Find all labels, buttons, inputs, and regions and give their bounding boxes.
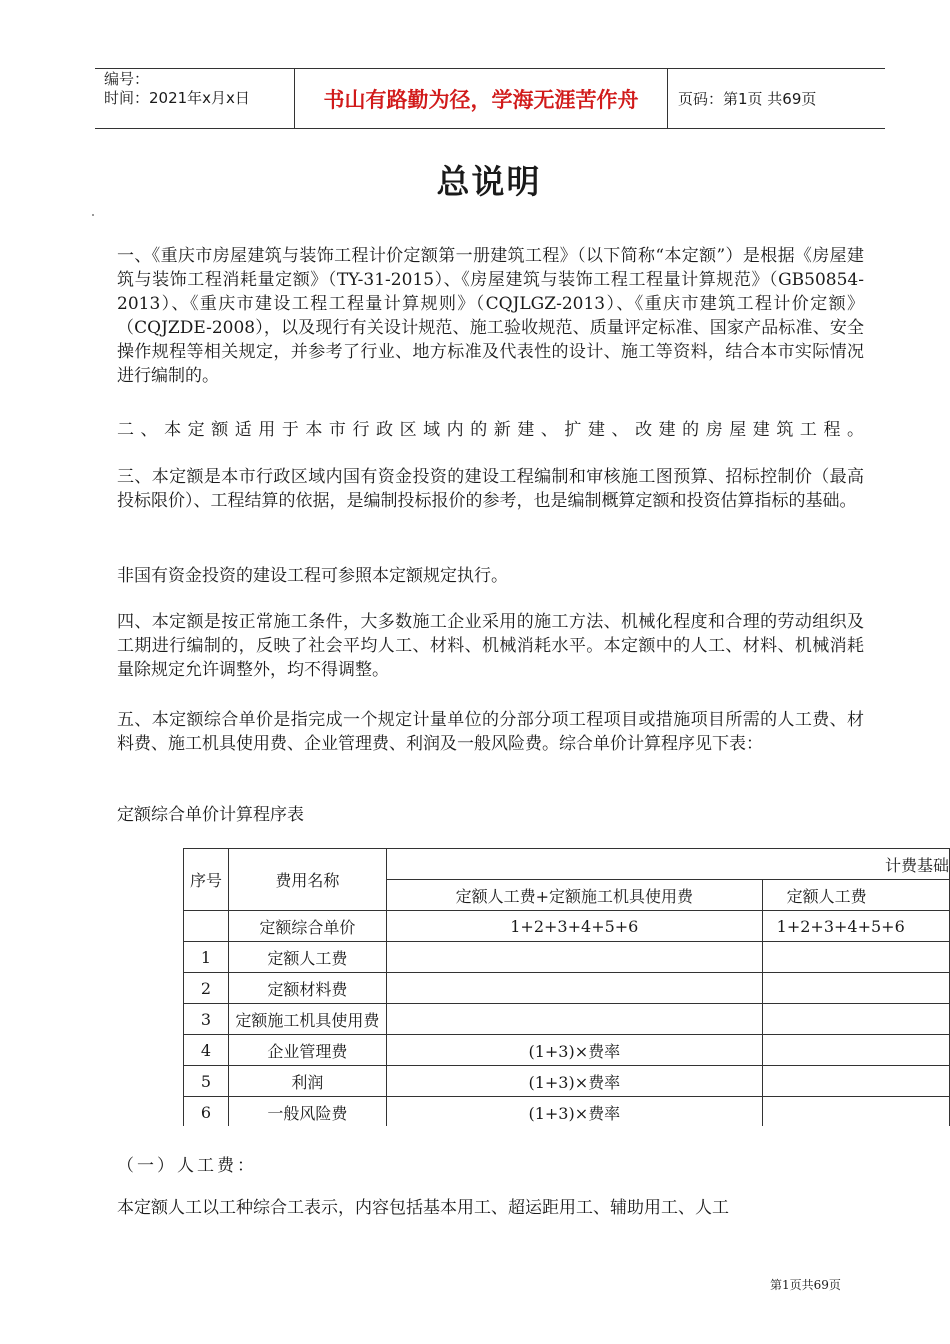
paragraph-5: 五、本定额综合单价是指完成一个规定计量单位的分部分项工程项目或措施项目所需的人工费、材料费、施工机具使用费、企业管理费、利润及一般风险费。综合单价计算程序见下表： bbox=[117, 710, 864, 754]
table-row bbox=[184, 1066, 950, 1097]
table-cell-v2: 1+2+3+4+5+6 bbox=[762, 911, 949, 942]
paragraph-1: 一、《重庆市房屋建筑与装饰工程计价定额第一册建筑工程》（以下简称“本定额”）是根据《房屋建筑与装饰工程消耗量定额》（TY-31-2015）、《房屋建筑与装饰工程工程量计算规范》（GB50854-2013）、《重庆市建设工程工程量计算规则》（CQJLGZ-2013）、《重庆市建筑工程计价定额》（CQJZDE-2008），以及现行有关设计规范、施工验收规范、质量评定标准、国家产品标准、安全操作规程等相关规定，并参考了行业、地方标准及代表性的设计、施工等资料，结合本市实际情况进行编制的。 bbox=[117, 246, 864, 386]
header-motto: 书山有路勤为径，学海无涯苦作舟 bbox=[323, 88, 639, 112]
page-title: 总说明 bbox=[436, 162, 542, 201]
header-divider bbox=[294, 68, 295, 128]
header-cell-sub1: 定额人工费+定额施工机具使用费 bbox=[386, 880, 762, 911]
fee-calculation-table bbox=[183, 848, 950, 1126]
fee-table-container bbox=[183, 848, 950, 1126]
header-cell-name: 费用名称 bbox=[228, 849, 386, 911]
table-row bbox=[184, 942, 950, 973]
table-cell-v2 bbox=[762, 973, 949, 1004]
table-cell-v1: 1+2+3+4+5+6 bbox=[386, 911, 762, 942]
paragraph-3b: 非国有资金投资的建设工程可参照本定额规定执行。 bbox=[117, 566, 508, 586]
table-row bbox=[184, 973, 950, 1004]
table-cell-no bbox=[184, 911, 229, 942]
header-cell-no: 序号 bbox=[184, 849, 229, 911]
table-cell-name: 定额材料费 bbox=[228, 973, 386, 1004]
table-caption: 定额综合单价计算程序表 bbox=[117, 805, 304, 825]
table-cell-v1: (1+3)×费率 bbox=[386, 1035, 762, 1066]
table-row bbox=[184, 911, 950, 942]
header-meta bbox=[104, 70, 250, 108]
table-cell-v1 bbox=[386, 1004, 762, 1035]
table-cell-v1: (1+3)×费率 bbox=[386, 1097, 762, 1127]
table-cell-v1 bbox=[386, 942, 762, 973]
header-cell-base: 计费基础 bbox=[386, 849, 949, 880]
table-cell-no: 1 bbox=[184, 942, 229, 973]
paragraph-6: 本定额人工以工种综合工表示，内容包括基本用工、超运距用工、辅助用工、人工 bbox=[117, 1198, 729, 1218]
stray-mark bbox=[92, 214, 94, 216]
doc-time-label: 时间：2021年x月x日 bbox=[104, 89, 250, 107]
table-cell-name: 一般风险费 bbox=[228, 1097, 386, 1127]
paragraph-2: 二、本定额适用于本市行政区域内的新建、扩建、改建的房屋建筑工程。 bbox=[117, 420, 864, 440]
table-cell-name: 利润 bbox=[228, 1066, 386, 1097]
table-cell-v1 bbox=[386, 973, 762, 1004]
table-row bbox=[184, 1097, 950, 1127]
table-cell-name: 企业管理费 bbox=[228, 1035, 386, 1066]
table-cell-name: 定额施工机具使用费 bbox=[228, 1004, 386, 1035]
table-cell-no: 3 bbox=[184, 1004, 229, 1035]
table-cell-v2 bbox=[762, 1066, 949, 1097]
table-cell-name: 定额综合单价 bbox=[228, 911, 386, 942]
table-body bbox=[184, 911, 950, 1127]
table-row bbox=[184, 1035, 950, 1066]
table-cell-v2 bbox=[762, 1097, 949, 1127]
paragraph-4: 四、本定额是按正常施工条件，大多数施工企业采用的施工方法、机械化程度和合理的劳动组织及工期进行编制的，反映了社会平均人工、材料、机械消耗水平。本定额中的人工、材料、机械消耗量除规定允许调整外，均不得调整。 bbox=[117, 612, 864, 680]
header-cell-sub2: 定额人工费 bbox=[762, 880, 949, 911]
header-page-number: 页码：第1页 共69页 bbox=[678, 90, 817, 108]
header-top-rule bbox=[95, 68, 885, 69]
doc-code-label: 编号： bbox=[104, 70, 150, 88]
header-bottom-rule bbox=[95, 128, 885, 129]
table-cell-no: 4 bbox=[184, 1035, 229, 1066]
paragraph-3: 三、本定额是本市行政区域内国有资金投资的建设工程编制和审核施工图预算、招标控制价（最高投标限价）、工程结算的依据，是编制投标报价的参考，也是编制概算定额和投资估算指标的基础。 bbox=[117, 467, 864, 511]
header-divider bbox=[667, 68, 668, 128]
table-row bbox=[184, 1004, 950, 1035]
page-footer: 第1页共69页 bbox=[770, 1278, 841, 1292]
table-cell-v1: (1+3)×费率 bbox=[386, 1066, 762, 1097]
table-cell-v2 bbox=[762, 1004, 949, 1035]
table-cell-no: 5 bbox=[184, 1066, 229, 1097]
table-cell-v2 bbox=[762, 942, 949, 973]
table-cell-no: 6 bbox=[184, 1097, 229, 1127]
table-cell-v2 bbox=[762, 1035, 949, 1066]
table-cell-name: 定额人工费 bbox=[228, 942, 386, 973]
table-cell-no: 2 bbox=[184, 973, 229, 1004]
section-heading-labor: （一）人工费： bbox=[117, 1156, 257, 1176]
